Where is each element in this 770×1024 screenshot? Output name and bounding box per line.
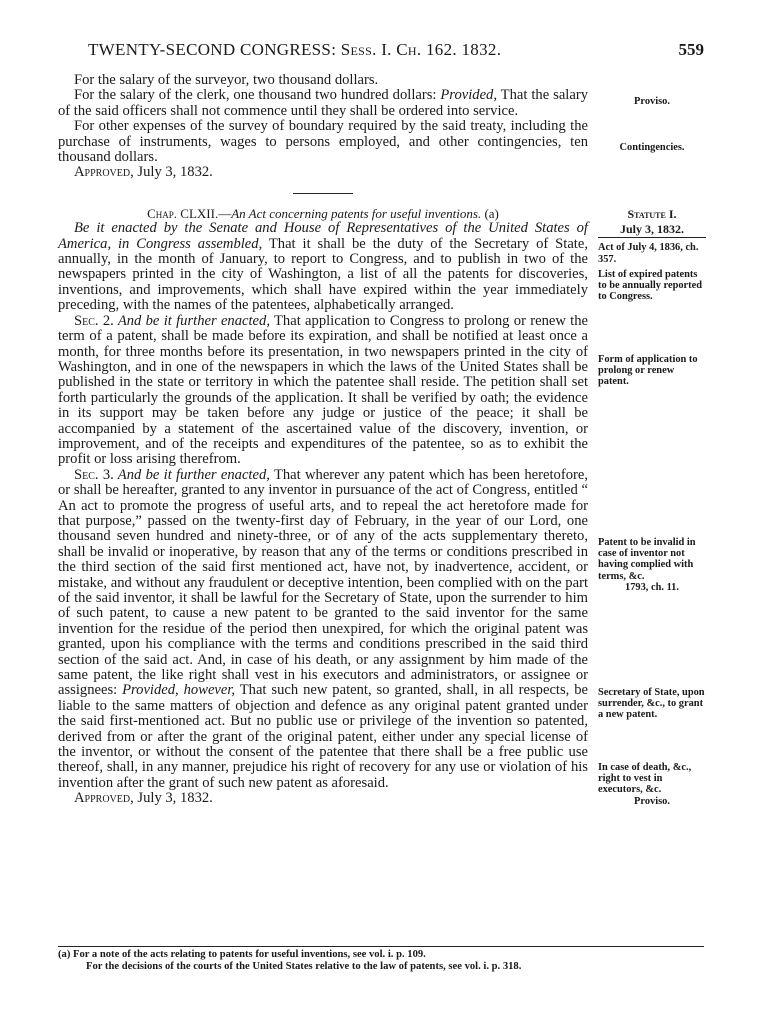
header-year: 1832. <box>461 40 502 59</box>
approved-line-ch163 <box>58 791 588 806</box>
section-3-text-a: That wherever any patent which has been heretofore, or shall be hereafter, granted to any inventor in pursuance of the act of Congress, entitled “ An act to promote the progress of useful arts, and to repeal the act heretofore made for that purpose,” passed on the twenty-first day of February, in the year of our Lord, one thousand seven hundred and ninety-three, or of any of the acts supplementary thereto, shall be invalid or inoperative, by reason that any of the terms or conditions prescribed in the third section of the said first mentioned act, have not, by inadvertence, accident, or mistake, and without any fraudulent or deceptive intention, been complied with on the part of the said inventor, it shall be lawful for the Secretary of State, upon the surrender to him of such patent, to cause a new patent to be granted to the said inventor for the same invention for the residue of the period then unexpired, for which the original patent was granted, upon his compliance with the terms and conditions prescribed in the said third section of the said act. And, in case of his death, or any assignment by him made of the same patent, the like right shall vest in his executors and administrators, or assignee or assignees: <box>58 466 588 699</box>
section-2-paragraph <box>58 314 588 468</box>
chapter-heading <box>58 206 588 221</box>
approved-date: July 3, 1832. <box>133 790 213 807</box>
salary-surveyor-paragraph: For the salary of the surveyor, two thousand dollars. <box>74 72 379 88</box>
footnote-a: (a) For a note of the acts relating to patents for useful inventions, see vol. i. p. 109. <box>58 949 426 960</box>
section-2-enact: And be it further enacted, <box>113 312 270 329</box>
enacting-clause: Be it enacted by the Senate and House of Representatives of the United States of America, in Congress assembled, <box>58 220 588 252</box>
margin-contingencies-text: Contingencies. <box>619 142 685 153</box>
header-title: TWENTY-SECOND CONGRESS: <box>88 40 337 59</box>
margin-note-act-1836: Act of July 4, 1836, ch. 357. <box>598 242 699 265</box>
chapter-title: An Act concerning patents for useful inventions. <box>231 205 482 221</box>
section-2-label: Sec. 2. <box>74 312 114 329</box>
chapter-label: Chap. CLXII.— <box>147 205 232 221</box>
margin-proviso-text: Proviso. <box>634 96 670 107</box>
section-3-enact: And be it further enacted, <box>113 466 270 483</box>
header-title-line <box>88 40 501 60</box>
margin-note-death <box>598 762 706 811</box>
footnote-rule <box>58 946 704 947</box>
footnotes <box>58 949 718 973</box>
margin-invalid-ref: 1793, ch. 11. <box>625 581 679 593</box>
section-2-text: That application to Congress to prolong or renew the term of a patent, shall be made before its expiration, and shall be notified at least once a month, for three months before its presentation, in two newspapers printed in the city of Washington, and in one of the newspapers in which the laws of the United States shall be published in the state or territory in which the patentee shall reside. The petition shall set forth particularly the grounds of the application. It shall be verified by oath; the evidence in its support may be taken before any judge or justice of the peace; it shall be accompanied by a statement of the ascertained value of the discovery, invention, or improvement, and of the receipts and expenditures of the patentee, so as to exhibit the profit or loss arising therefrom. <box>58 312 589 468</box>
margin-application-text: Form of application to prolong or renew patent. <box>598 354 698 388</box>
margin-note-invalid-patent <box>598 537 706 597</box>
section-divider <box>293 193 353 194</box>
margin-invalid-text: Patent to be invalid in case of inventor not having complied with terms, &c. <box>598 537 696 582</box>
section-3-paragraph <box>58 468 588 792</box>
margin-note-proviso <box>598 96 706 111</box>
footnote-a-continued: For the decisions of the courts of the United States relative to the law of patents, see vol. i. p. 318. <box>86 961 522 972</box>
margin-note-expired-patents: List of expired patents to be annually reported to Congress. <box>598 268 703 303</box>
approved-label: Approved, <box>74 790 134 807</box>
other-expenses-paragraph: For other expenses of the survey of boundary required by the said treaty, including the purchase of instruments, wages to persons employed, and other contingencies, ten thousand dollars. <box>58 118 588 166</box>
proviso-keyword: Provided, <box>440 87 497 104</box>
approved-line-ch162 <box>58 165 588 180</box>
margin-death-proviso: Proviso. <box>634 795 670 807</box>
margin-note-application <box>598 354 706 392</box>
page-number: 559 <box>678 40 704 59</box>
section-3-text-b: That such new patent, so granted, shall, in all respects, be liable to the same matters of objection and defence as any original patent granted under the said first-mentioned act. But no public use or privilege of the invention so patented, derived from or after the grant of the original patent, either under any special license of the inventor, or without the consent of the patentee that there shall be a free public use thereof, shall, in any manner, prejudice his right of recovery for any use or violation of his invention after the grant of such new patent as aforesaid. <box>58 682 588 791</box>
margin-secretary-text: Secretary of State, upon surrender, &c., to grant a new patent. <box>598 687 705 721</box>
approved-date: July 3, 1832. <box>133 164 213 181</box>
margin-death-text: In case of death, &c., right to vest in executors, &c. <box>598 762 692 796</box>
margin-note-contingencies <box>598 142 706 157</box>
section-3-label: Sec. 3. <box>74 466 114 483</box>
margin-statute-block <box>598 209 706 306</box>
main-text-column <box>58 73 588 807</box>
margin-note-secretary <box>598 687 706 725</box>
section-1-paragraph <box>58 221 588 313</box>
statute-label: Statute I. <box>627 207 677 221</box>
salary-clerk-proviso-text: That the salary of the said officers shall not commence until they shall be ordered into service. <box>58 87 588 119</box>
approved-label: Approved, <box>74 164 134 181</box>
statute-date: July 3, 1832. <box>598 224 706 238</box>
section-1-text: That it shall be the duty of the Secretary of State, annually, in the month of January, to report to Congress, and to publish in two of the newspapers printed in the city of Washington, a list of all the patents for discoveries, inventions, and improvements, which shall have expired within the year immediately preceding, with the names of the patentees, alphabetically arranged. <box>58 235 588 314</box>
header-session: Sess. I. Ch. 162. <box>340 40 457 59</box>
salary-clerk-paragraph <box>58 88 588 119</box>
salary-clerk-text: For the salary of the clerk, one thousand two hundred dollars: <box>74 87 441 104</box>
section-3-proviso: Provided, however, <box>122 682 236 699</box>
chapter-footnote-ref: (a) <box>481 205 499 221</box>
running-header <box>88 40 704 64</box>
